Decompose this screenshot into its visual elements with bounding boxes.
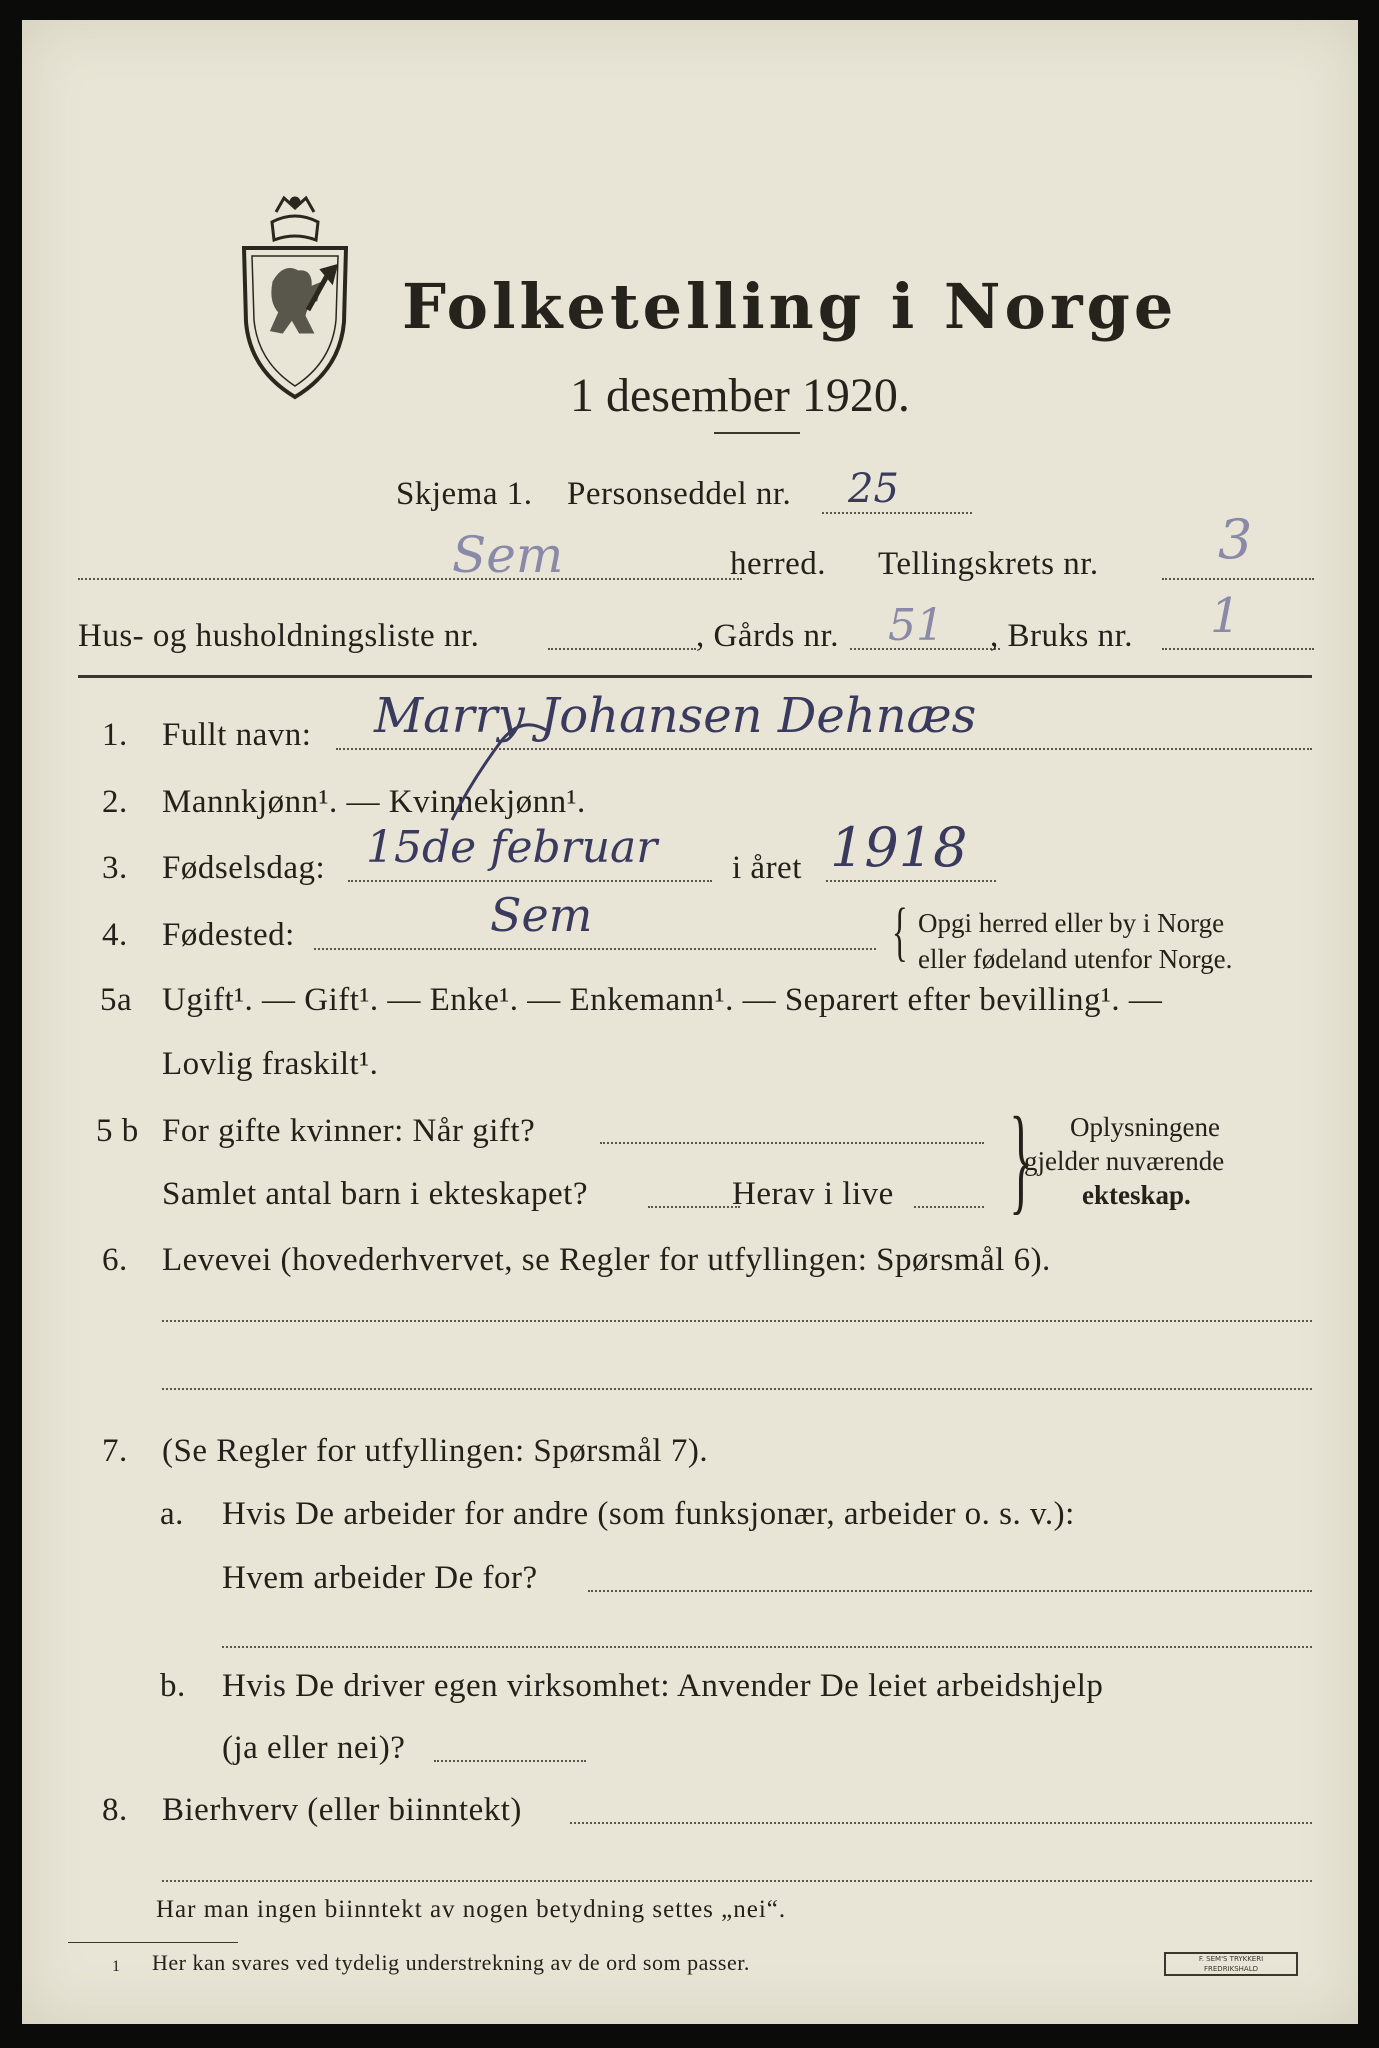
q7a-label: Hvis De arbeider for andre (som funksjonær, arbeider o. s. v.):	[222, 1496, 1075, 1532]
q5b-brace: }	[1009, 1092, 1033, 1225]
q3-year-line	[826, 880, 996, 882]
q5b-label: For gifte kvinner: Når gift?	[162, 1113, 536, 1149]
bruks-value: 1	[1210, 588, 1241, 644]
q2-label: Mannkjønn¹. — Kvinnekjønn¹.	[162, 784, 586, 820]
header-divider	[78, 675, 1312, 678]
printer-stamp-line-1: F. SEM'S TRYKKERI	[1198, 1955, 1264, 1963]
q5a-label: Ugift¹. — Gift¹. — Enke¹. — Enkemann¹. — Separert efter bevilling¹. —	[162, 982, 1163, 1018]
q4-line	[314, 948, 876, 950]
q4-value: Sem	[490, 888, 593, 942]
footnote-text: Her kan svares ved tydelig understrekning av de ord som passer.	[152, 1950, 750, 1975]
q6-number: 6.	[102, 1242, 128, 1278]
q5b-note-2: gjelder nuværende	[1024, 1146, 1225, 1176]
q8-line-2	[162, 1880, 1312, 1882]
form-title: Folketelling i Norge	[402, 270, 1178, 343]
printer-stamp	[1164, 1952, 1298, 1976]
q4-number: 4.	[102, 917, 128, 953]
q4-note-1: Opgi herred eller by i Norge	[918, 908, 1225, 938]
q6-label: Levevei (hovederhvervet, se Regler for utfyllingen: Spørsmål 6).	[162, 1242, 1051, 1278]
q3-day-line	[348, 880, 712, 882]
q8-line-1	[570, 1822, 1312, 1824]
title-divider	[714, 432, 800, 434]
bruks-label: , Bruks nr.	[990, 618, 1134, 654]
personseddel-label: Personseddel nr.	[567, 476, 792, 512]
q6-line-1	[162, 1320, 1312, 1322]
q1-number: 1.	[102, 717, 128, 753]
gender-underline-mark	[442, 720, 562, 830]
gards-value: 51	[888, 600, 944, 651]
q5b-live-label: Herav i live	[732, 1176, 894, 1212]
q7a-line-2	[222, 1646, 1312, 1648]
q3-number: 3.	[102, 850, 128, 886]
hus-label: Hus- og husholdningsliste nr.	[78, 618, 480, 654]
q5b-number: 5 b	[96, 1113, 139, 1149]
tellingskrets-value: 3	[1218, 508, 1253, 571]
personseddel-line	[822, 512, 972, 514]
q7a-letter: a.	[160, 1496, 184, 1532]
footnote-mark: 1	[112, 1958, 120, 1975]
q5b-live-line	[914, 1206, 984, 1208]
q8-note: Har man ingen biinntekt av nogen betydning settes „nei“.	[156, 1896, 787, 1923]
norwegian-coat-of-arms-icon	[236, 192, 354, 402]
q4-label: Fødested:	[162, 917, 295, 953]
q2-number: 2.	[102, 784, 128, 820]
bruks-line	[1162, 648, 1314, 650]
tellingskrets-label: Tellingskrets nr.	[878, 546, 1099, 582]
herred-value: Sem	[452, 526, 564, 584]
q4-note-2: eller fødeland utenfor Norge.	[918, 944, 1233, 974]
q5b-label-2: Samlet antal barn i ekteskapet?	[162, 1176, 589, 1212]
q6-line-2	[162, 1388, 1312, 1390]
q7-number: 7.	[102, 1433, 128, 1469]
q4-brace: {	[891, 895, 908, 968]
hus-line	[548, 648, 696, 650]
q5a-label-2: Lovlig fraskilt¹.	[162, 1046, 379, 1082]
q5b-note-3: ekteskap.	[1082, 1180, 1191, 1210]
q8-label: Bierhverv (eller biinntekt)	[162, 1792, 522, 1828]
skjema-label: Skjema 1.	[396, 476, 533, 512]
q5b-note-1: Oplysningene	[1070, 1112, 1220, 1142]
q5a-number: 5a	[100, 982, 133, 1018]
footnote-divider	[68, 1942, 238, 1943]
herred-label: herred.	[730, 546, 827, 582]
census-form	[22, 20, 1358, 2024]
herred-line	[78, 578, 742, 580]
q8-number: 8.	[102, 1792, 128, 1828]
q7a-line-1	[588, 1590, 1312, 1592]
q7b-label: Hvis De driver egen virksomhet: Anvender De leiet arbeidshjelp	[222, 1668, 1104, 1704]
q7a-label-2: Hvem arbeider De for?	[222, 1560, 538, 1596]
q7b-label-2: (ja eller nei)?	[222, 1730, 406, 1766]
q5b-children-line	[648, 1206, 740, 1208]
q7b-letter: b.	[160, 1668, 186, 1704]
printer-stamp-line-2: FREDRIKSHALD	[1203, 1965, 1258, 1973]
q3-value: 15de februar	[366, 822, 658, 873]
q7b-line	[434, 1760, 586, 1762]
gards-label: , Gårds nr.	[696, 618, 839, 654]
q3-label: Fødselsdag:	[162, 850, 326, 886]
tellingskrets-line	[1162, 578, 1314, 580]
census-date: 1 desember 1920.	[570, 369, 910, 422]
q3-year-label: i året	[732, 850, 802, 886]
q5b-when-line	[600, 1142, 984, 1144]
q7-label: (Se Regler for utfyllingen: Spørsmål 7).	[162, 1433, 709, 1469]
q3-year-value: 1918	[830, 816, 968, 879]
personseddel-value: 25	[848, 466, 899, 512]
q1-value: Marry Johansen Dehnæs	[374, 688, 977, 744]
q1-label: Fullt navn:	[162, 717, 312, 753]
